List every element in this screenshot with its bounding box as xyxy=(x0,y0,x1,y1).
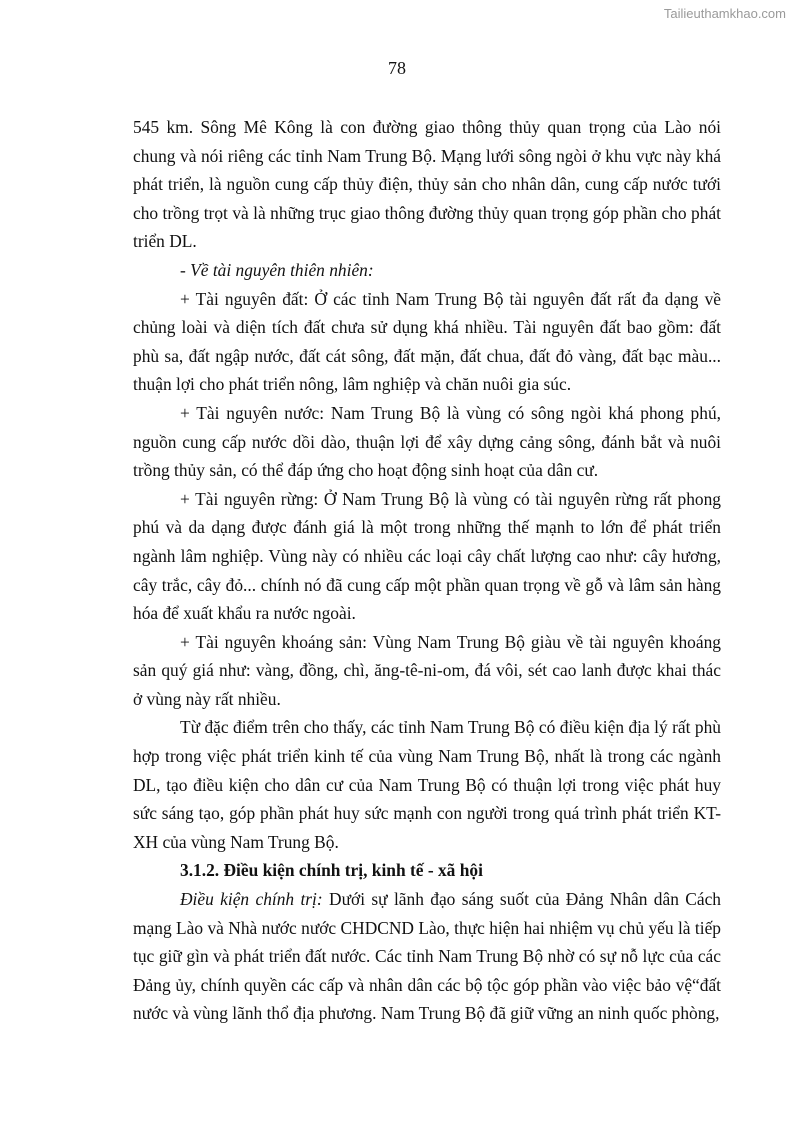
paragraph-mineral-resources: + Tài nguyên khoáng sản: Vùng Nam Trung Bộ giàu về tài nguyên khoáng sản quý giá như: vàng, đồng, chì, ăng-tê-ni-om, đá vôi, sét cao lanh được khai thác ở vùng này rất nhiều. xyxy=(133,631,721,709)
political-conditions-label: Điều kiện chính trị: xyxy=(180,889,323,910)
page-number: 78 xyxy=(388,58,406,78)
section-label-natural-resources: - Về tài nguyên thiên nhiên: xyxy=(180,259,374,280)
political-conditions-text: Dưới sự lãnh đạo sáng suốt của Đảng Nhân dân Cách mạng Lào và Nhà nước nước CHDCND Lào, thực hiện hai nhiệm vụ chủ yếu là tiếp tục giữ gìn và phát triển đất nước. Các tỉnh Nam Trung Bộ nhờ có sự nỗ lực của các Đảng ủy, chính quyền các cấp và nhân dân các bộ tộc góp phần vào việc bảo vệ“đất nước và vùng lãnh thổ địa phương. Nam Trung Bộ đã giữ vững an ninh quốc phòng, xyxy=(133,889,721,1024)
watermark: Tailieuthamkhao.com xyxy=(663,6,786,21)
paragraph-forest-resources: + Tài nguyên rừng: Ở Nam Trung Bộ là vùng có tài nguyên rừng rất phong phú và da dạng được đánh giá là một trong những thế mạnh to lớn để phát triển ngành lâm nghiệp. Vùng này có nhiều các loại cây chất lượng cao như: cây hương, cây trắc, cây đỏ... chính nó đã cung cấp một phần quan trọng về gỗ và lâm sản hàng hóa để xuất khẩu ra nước ngoài. xyxy=(133,488,721,624)
paragraph-conclusion: Từ đặc điểm trên cho thấy, các tỉnh Nam Trung Bộ có điều kiện địa lý rất phù hợp trong việc phát triển kinh tế của vùng Nam Trung Bộ, nhất là trong các ngành DL, tạo điều kiện cho dân cư của Nam Trung Bộ có thuận lợi trong việc phát huy sức sáng tạo, góp phần phát huy sức mạnh con người trong quá trình phát triển KT-XH của vùng Nam Trung Bộ. xyxy=(133,717,721,852)
paragraph-political-conditions xyxy=(133,885,721,1028)
paragraph-land-resources: + Tài nguyên đất: Ở các tỉnh Nam Trung Bộ tài nguyên đất rất đa dạng về chủng loài và diện tích đất chưa sử dụng khá nhiều. Tài nguyên đất bao gồm: đất phù sa, đất ngập nước, đất cát sông, đất mặn, đất chua, đất đỏ vàng, đất bạc màu... thuận lợi cho phát triển nông, lâm nghiệp và chăn nuôi gia súc. xyxy=(133,288,721,395)
paragraph-river: 545 km. Sông Mê Kông là con đường giao thông thủy quan trọng của Lào nói chung và nói riêng các tỉnh Nam Trung Bộ. Mạng lưới sông ngòi ở khu vực này khá phát triển, là nguồn cung cấp thủy điện, thủy sản cho nhân dân, cung cấp nước tưới cho trồng trọt và là những trục giao thông đường thủy quan trọng góp phần cho phát triển DL. xyxy=(133,117,721,252)
document-body xyxy=(133,113,721,1028)
paragraph-water-resources: + Tài nguyên nước: Nam Trung Bộ là vùng có sông ngòi khá phong phú, nguồn cung cấp nước dồi dào, thuận lợi để xây dựng cảng sông, đánh bắt và nuôi trồng thủy sản, có thể đáp ứng cho hoạt động sinh hoạt của dân cư. xyxy=(133,402,721,481)
section-heading: 3.1.2. Điều kiện chính trị, kinh tế - xã hội xyxy=(180,860,483,881)
